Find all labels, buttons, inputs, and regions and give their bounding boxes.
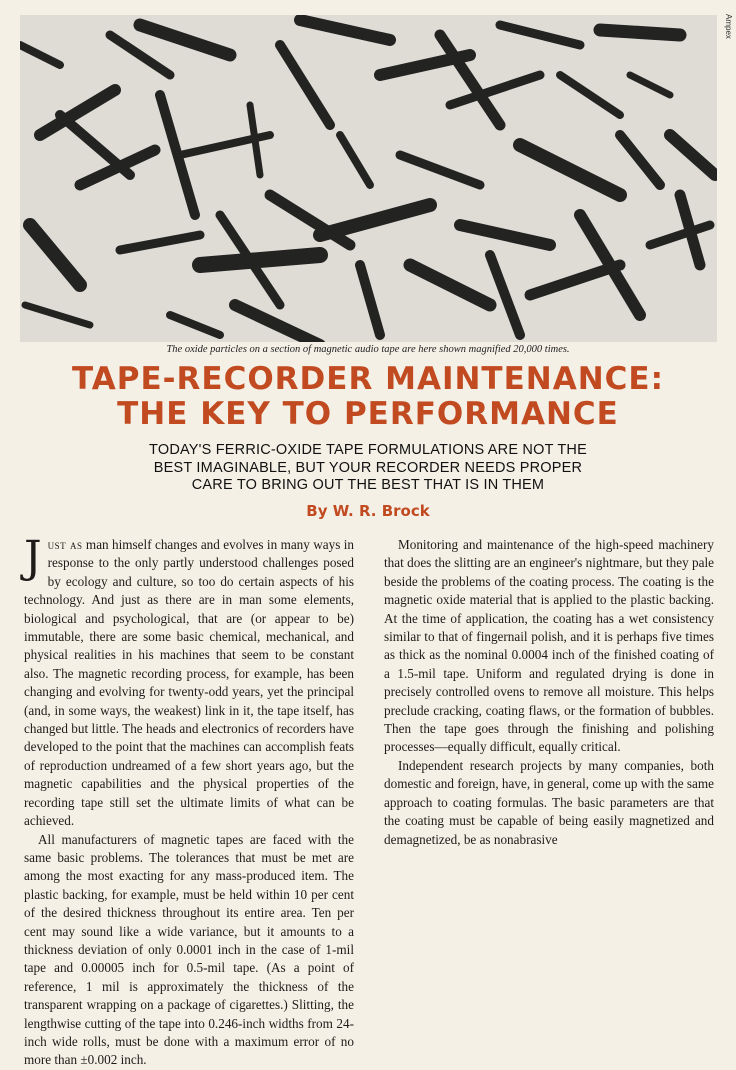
lead-smallcaps: ust as xyxy=(47,537,83,552)
paragraph-2: All manufacturers of magnetic tapes are faced with the same basic problems. The tolerances that must be met are among the most exacting for any mass-produced item. The plastic backing, for example, must be held within 10 per cent of the desired thickness throughout its entire area. Ten per cent may sound like a wide variance, but it amounts to a thickness deviation of only 0.0001 inch in the case of 1-mil tape and 0.00005 inch for 0.5-mil tape. (As a point of reference, 1 mil is approximately the thickness of the transparent wrapping on a package of cigarettes.) Slitting, the lengthwise cutting of the tape into 0.246-inch widths from 24-inch wide rolls, must be done with a maximum error of no more than ±0.002 inch. xyxy=(24,831,354,1068)
oxide-particles-photo xyxy=(20,15,717,342)
article-deck xyxy=(0,442,736,495)
drop-cap: J xyxy=(24,532,42,583)
deck-line-3: CARE TO BRING OUT THE BEST THAT IS IN THEM xyxy=(191,477,545,493)
headline-line-2: THE KEY TO PERFORMANCE xyxy=(117,396,619,432)
byline: By W. R. Brock xyxy=(306,502,430,520)
paragraph-1-text: man himself changes and evolves in many ways in response to the only partly understood challenges posed by ecology and culture, so too do certain aspects of his technology. And just as there are in man some elements, biological and psychological, that are (or appear to be) immutable, there are some basic chemical, mechanical, and physical realities in his machines that seem to be constant also. The magnetic recording process, for example, has been changing and evolving for twenty-odd years, yet the principal (and, in some ways, the weakest) link in it, the tape itself, has changed but little. The heads and electronics of recorders have developed to the point that the machines can accomplish feats of reproduction undreamed of a few short years ago, but the magnetic capabilities and the physical properties of the recording tape still set the ultimate limits of what can be achieved. xyxy=(24,537,354,829)
headline-line-1: TAPE-RECORDER MAINTENANCE: xyxy=(72,361,664,397)
photo-caption: The oxide particles on a section of magnetic audio tape are here shown magnified 20,000 times. xyxy=(166,344,570,355)
article-column-left xyxy=(24,532,354,1070)
photo-credit: Ampex xyxy=(724,14,733,39)
deck-line-2: BEST IMAGINABLE, BUT YOUR RECORDER NEEDS PROPER xyxy=(153,459,583,476)
paragraph-4: Independent research projects by many companies, both domestic and foreign, have, in general, come up with the same approach to coating formulas. The basic parameters are that the coating must be capable of being easily magnetized and demagnetized, be as nonabrasive xyxy=(384,757,714,847)
oxide-particles-image xyxy=(20,15,717,342)
deck-line-1: TODAY'S FERRIC-OXIDE TAPE FORMULATIONS ARE NOT THE xyxy=(149,442,587,458)
paragraph-3: Monitoring and maintenance of the high-speed machinery that does the slitting are an engineer's nightmare, but they pale beside the problems of the coating process. The coating is the magnetic oxide material that is applied to the plastic backing. At the time of application, the coating has a wet consistency similar to that of fingernail polish, and it is perhaps five times as thick as the nominal 0.0004 inch of the finished coating of a 1.5-mil tape. Uniform and regulated drying is done in precisely controlled ovens to remove all moisture. This helps preclude cracking, coating flaws, or the formation of bubbles. Then the tape goes through the finishing and polishing processes—equally difficult, equally critical. xyxy=(384,537,714,755)
paragraph-1 xyxy=(24,532,354,831)
article-column-right xyxy=(384,536,714,849)
article-headline xyxy=(0,362,736,432)
